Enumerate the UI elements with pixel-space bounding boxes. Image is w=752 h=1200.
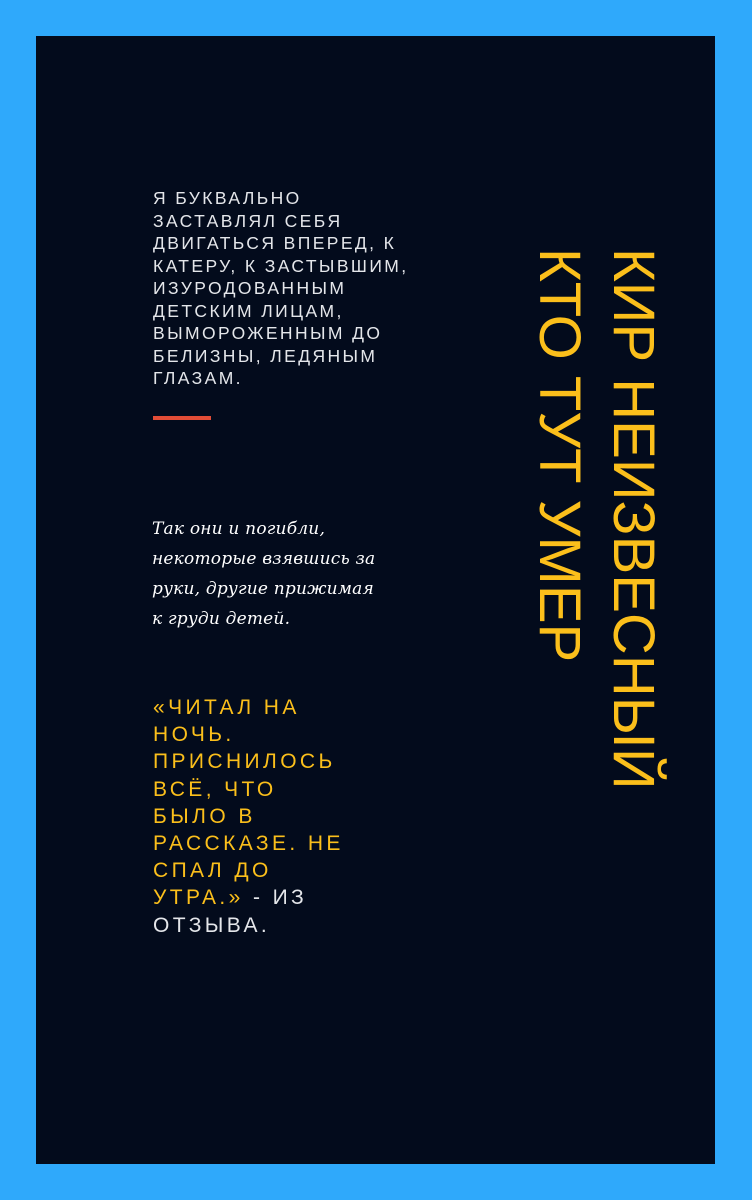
divider-line bbox=[153, 416, 211, 420]
review-quote bbox=[153, 694, 393, 939]
book-title: КИР НЕИЗВЕСНЫЙ КТО ТУТ УМЕР bbox=[527, 248, 666, 790]
review-quote-text: «ЧИТАЛ НА НОЧЬ. ПРИСНИЛОСЬ ВСЁ, ЧТО БЫЛО В РАССКАЗЕ. НЕ СПАЛ ДО УТРА.» bbox=[153, 696, 344, 910]
title-container bbox=[520, 248, 670, 980]
handwritten-quote: Так они и погибли, некоторые взявшись за руки, другие прижимая к груди детей. bbox=[152, 519, 376, 629]
review-source: - ИЗ ОТЗЫВА. bbox=[153, 886, 308, 937]
excerpt-text: Я БУКВАЛЬНО ЗАСТАВЛЯЛ СЕБЯ ДВИГАТЬСЯ ВПЕРЕД, К КАТЕРУ, К ЗАСТЫВШИМ, ИЗУРОДОВАННЫМ ДЕТСКИМ ЛИЦАМ, ВЫМОРОЖЕННЫМ ДО БЕЛИЗНЫ, ЛЕДЯНЫМ ГЛАЗАМ. bbox=[153, 188, 409, 388]
